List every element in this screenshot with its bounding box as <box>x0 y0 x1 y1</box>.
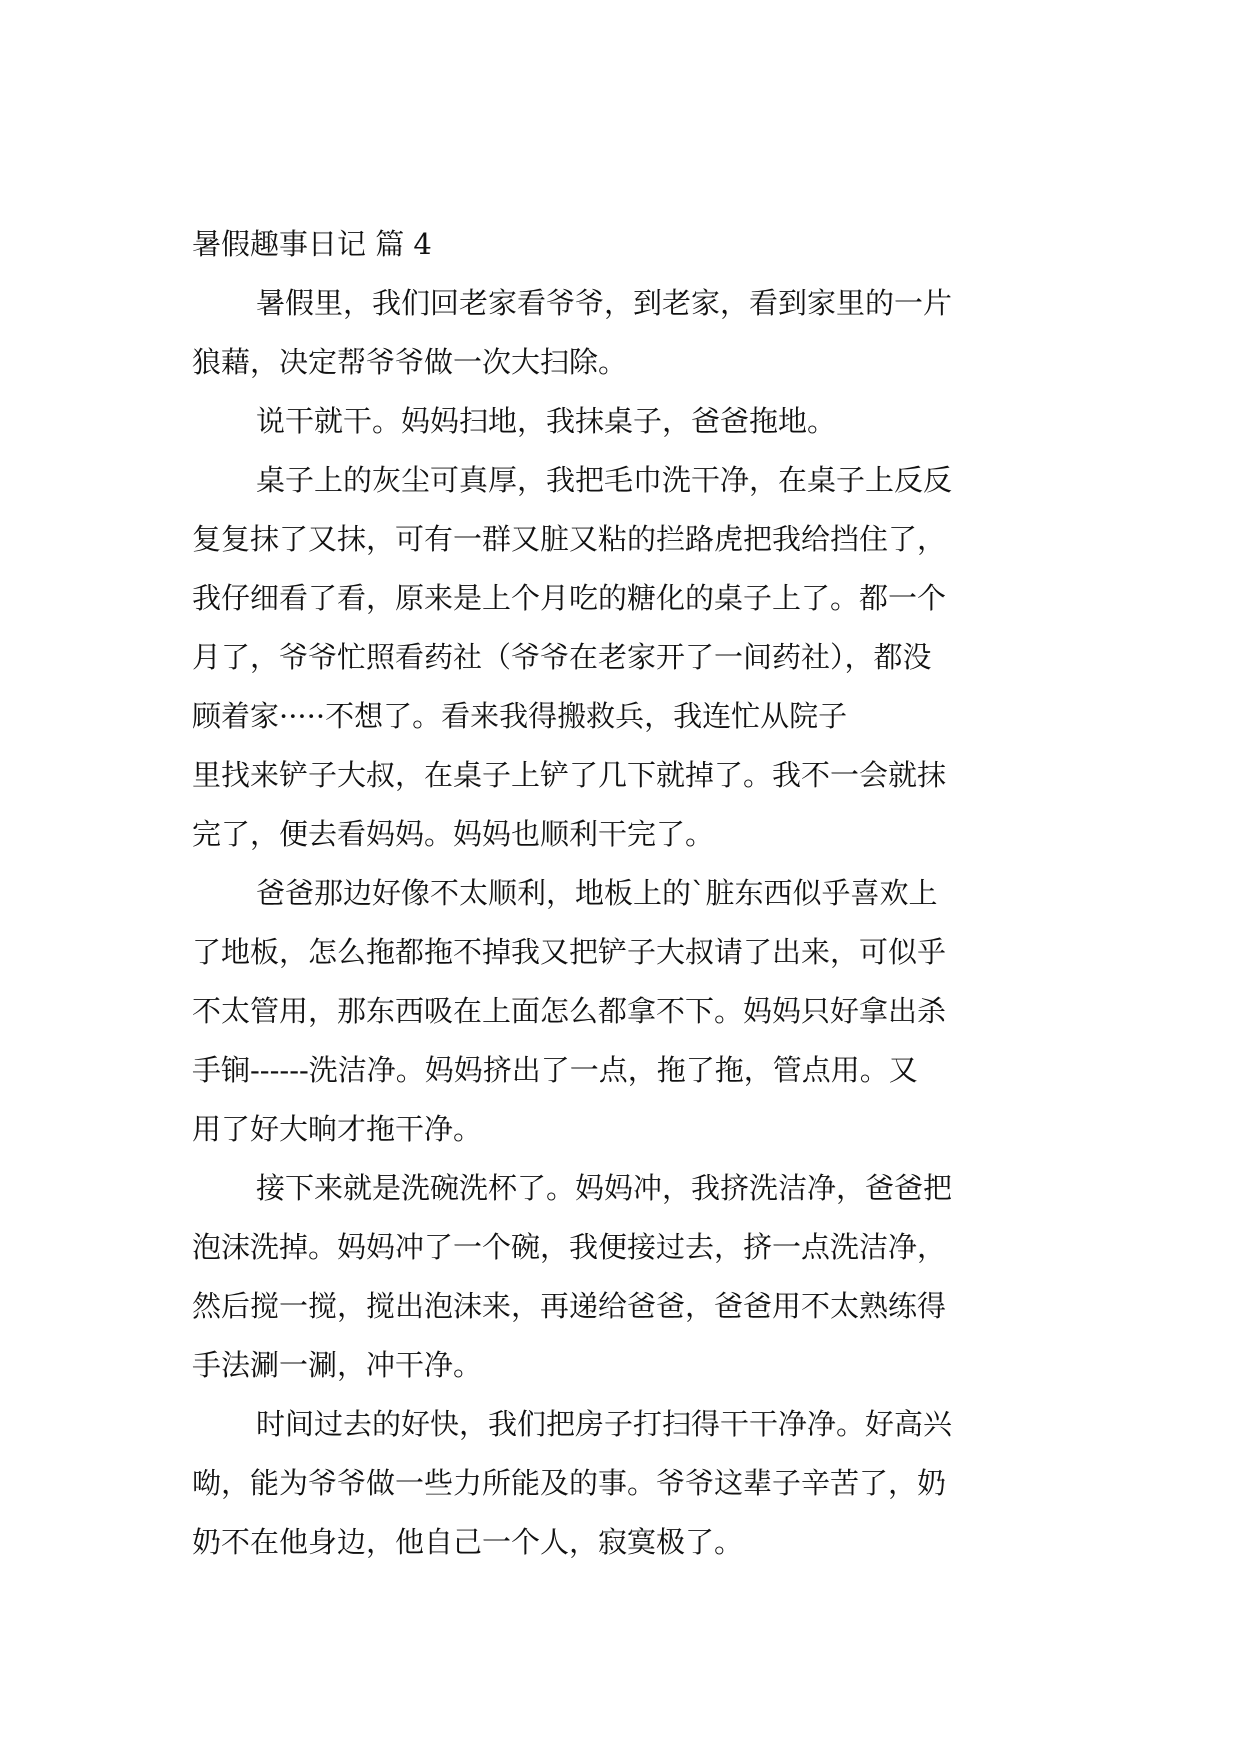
paragraph-line: 手锏------洗洁净。妈妈挤出了一点，拖了拖，管点用。又 <box>192 1053 918 1087</box>
paragraph-line: 用了好大晌才拖干净。 <box>192 1112 483 1146</box>
paragraph-1 <box>192 274 1052 392</box>
paragraph-line: 我仔细看了看，原来是上个月吃的糖化的桌子上了。都一个 <box>192 581 947 615</box>
paragraph-line: 泡沫洗掉。妈妈冲了一个碗，我便接过去，挤一点洗洁净， <box>192 1230 947 1264</box>
paragraph-line: 时间过去的好快，我们把房子打扫得干干净净。好高兴 <box>256 1407 953 1441</box>
paragraph-line: 了地板，怎么拖都拖不掉我又把铲子大叔请了出来，可似乎 <box>192 935 947 969</box>
paragraph-line: 复复抹了又抹，可有一群又脏又粘的拦路虎把我给挡住了， <box>192 522 947 556</box>
paragraph-line: 完了，便去看妈妈。妈妈也顺利干完了。 <box>192 817 715 851</box>
paragraph-line: 桌子上的灰尘可真厚，我把毛巾洗干净，在桌子上反反 <box>256 463 953 497</box>
document-title: 暑假趣事日记 篇 4 <box>192 227 432 261</box>
paragraph-line: 接下来就是洗碗洗杯了。妈妈冲，我挤洗洁净，爸爸把 <box>256 1171 953 1205</box>
paragraph-6 <box>192 1395 1052 1572</box>
paragraph-line: 不太管用，那东西吸在上面怎么都拿不下。妈妈只好拿出杀 <box>192 994 947 1028</box>
paragraph-line: 狼藉，决定帮爷爷做一次大扫除。 <box>192 345 628 379</box>
document-body <box>192 274 1052 1572</box>
paragraph-line: 呦，能为爷爷做一些力所能及的事。爷爷这辈子辛苦了，奶 <box>192 1466 947 1500</box>
paragraph-line: 手法涮一涮，冲干净。 <box>192 1348 483 1382</box>
paragraph-line: 月了，爷爷忙照看药社（爷爷在老家开了一间药社），都没 <box>192 640 932 674</box>
paragraph-2 <box>192 392 1052 451</box>
paragraph-line: 里找来铲子大叔，在桌子上铲了几下就掉了。我不一会就抹 <box>192 758 947 792</box>
paragraph-line: 然后搅一搅，搅出泡沫来，再递给爸爸，爸爸用不太熟练得 <box>192 1289 947 1323</box>
paragraph-line: 说干就干。妈妈扫地，我抹桌子，爸爸拖地。 <box>256 404 837 438</box>
paragraph-4 <box>192 864 1052 1159</box>
paragraph-5 <box>192 1159 1052 1395</box>
paragraph-line: 顾着家·····不想了。看来我得搬救兵，我连忙从院子 <box>192 699 848 733</box>
paragraph-line: 奶不在他身边，他自己一个人，寂寞极了。 <box>192 1525 744 1559</box>
paragraph-line: 爸爸那边好像不太顺利，地板上的`脏东西似乎喜欢上 <box>256 876 938 910</box>
paragraph-line: 暑假里，我们回老家看爷爷，到老家，看到家里的一片 <box>256 286 953 320</box>
paragraph-3 <box>192 451 1052 864</box>
